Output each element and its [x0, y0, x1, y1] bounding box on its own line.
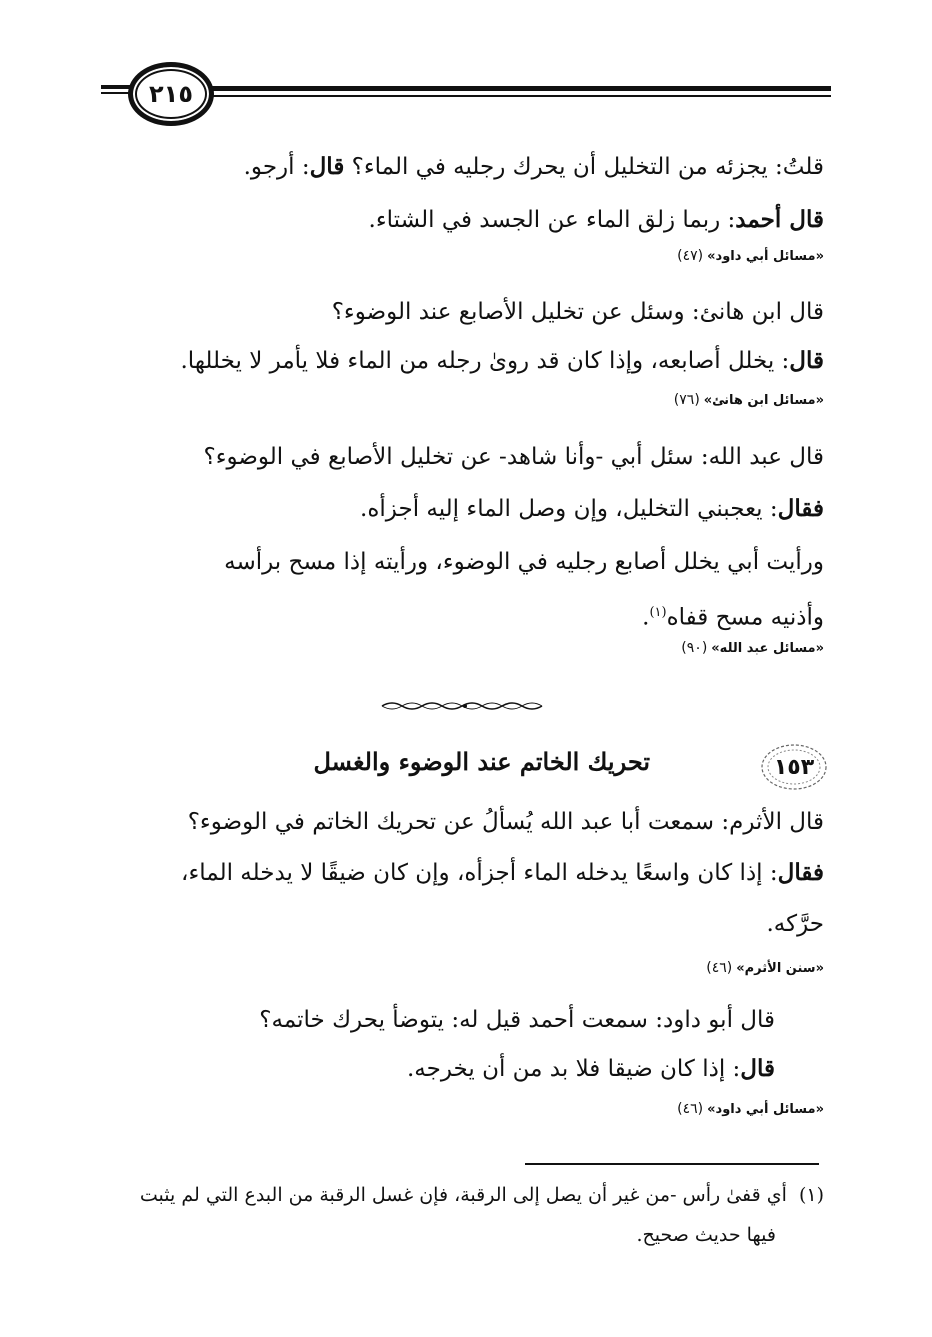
header-rule-right-thin — [200, 95, 831, 97]
speaker-label: قال — [309, 153, 345, 180]
source-name: «مسائل عبد الله» — [711, 641, 824, 656]
text-run: وأذنيه مسح قفاه — [666, 604, 824, 631]
page-number: ٢١٥ — [149, 80, 193, 108]
source-ref: (٤٦) — [706, 960, 733, 976]
source-ref: (٧٦) — [673, 392, 700, 408]
speaker-label: فقال — [777, 859, 824, 886]
footnote-text: فيها حديث صحيح. — [636, 1224, 776, 1246]
text-line — [407, 1052, 775, 1086]
text-run: : يخلل أصابعه، وإذا كان قد روىٰ رجله من الماء فلا يأمر لا يخللها. — [180, 348, 790, 374]
source-citation — [674, 392, 824, 408]
text-run: : إذا كان ضيقا فلا بد من أن يخرجه. — [406, 1056, 741, 1082]
footnote-separator — [525, 1163, 819, 1165]
page-number-frame — [128, 62, 214, 126]
text-run: قال ابن هانئ: وسئل عن تخليل الأصابع عند الوضوء؟ — [331, 299, 824, 325]
speaker-label: قال أحمد — [735, 206, 824, 233]
footnote-text: أي قفىٰ رأس -من غير أن يصل إلى الرقبة، فإن غسل الرقبة من البدع التي لم يثبت — [139, 1184, 787, 1206]
text-line — [181, 344, 825, 378]
text-line — [369, 203, 824, 237]
text-line — [767, 907, 825, 941]
text-run: : يعجبني التخليل، وإن وصل الماء إليه أجزأه. — [360, 496, 778, 522]
text-run: قال أبو داود: سمعت أحمد قيل له: يتوضأ يحرك خاتمه؟ — [259, 1007, 775, 1033]
speaker-label: قال — [789, 347, 824, 374]
footnote-line — [140, 1180, 824, 1210]
source-citation — [677, 1101, 824, 1117]
text-run: قال الأثرم: سمعت أبا عبد الله يُسألُ عن تحريك الخاتم في الوضوء؟ — [187, 809, 824, 835]
source-name: «سنن الأثرم» — [736, 961, 824, 976]
ornament-divider-icon — [380, 700, 550, 712]
source-citation — [677, 248, 824, 264]
text-line — [188, 805, 824, 839]
text-run: قلتُ: يجزئه من التخليل أن يحرك رجليه في الماء؟ — [344, 154, 824, 180]
speaker-label: قال — [740, 1055, 775, 1082]
source-ref: (٤٦) — [677, 1101, 704, 1117]
text-run: : أرجو. — [243, 154, 310, 180]
source-name: «مسائل أبي داود» — [707, 1102, 824, 1117]
text-run: : إذا كان واسعًا يدخله الماء أجزأه، وإن كان ضيقًا لا يدخله الماء، — [181, 860, 778, 886]
text-run: قال عبد الله: سئل أبي -وأنا شاهد- عن تخليل الأصابع في الوضوء؟ — [203, 444, 824, 470]
source-name: «مسائل أبي داود» — [707, 249, 824, 264]
text-run: . — [642, 604, 650, 631]
text-line — [259, 1003, 775, 1037]
footnote-mark: (١) — [798, 1184, 824, 1206]
text-run: ورأيت أبي يخلل أصابع رجليه في الوضوء، ورأيته إذا مسح برأسه — [224, 549, 824, 575]
text-line — [642, 596, 824, 635]
text-line — [332, 295, 824, 329]
text-line — [203, 440, 824, 474]
text-run: حرَّكه. — [766, 911, 824, 937]
source-ref: (٩٠) — [681, 640, 708, 656]
footnote-line — [636, 1220, 776, 1250]
text-run: : ربما زلق الماء عن الجسد في الشتاء. — [368, 207, 736, 233]
source-citation — [706, 960, 824, 976]
text-line — [224, 545, 824, 579]
footnote-reference[interactable]: (١) — [649, 605, 667, 620]
text-line — [360, 492, 824, 526]
section-number: ١٥٣ — [773, 754, 815, 780]
text-line — [181, 856, 824, 890]
source-name: «مسائل ابن هانئ» — [703, 393, 824, 408]
speaker-label: فقال — [777, 495, 824, 522]
header-rule-right — [200, 86, 831, 91]
source-ref: (٤٧) — [677, 248, 704, 264]
source-citation — [681, 640, 824, 656]
text-line — [244, 150, 824, 184]
section-number-badge — [759, 742, 829, 792]
section-title: تحريك الخاتم عند الوضوء والغسل — [313, 747, 650, 776]
